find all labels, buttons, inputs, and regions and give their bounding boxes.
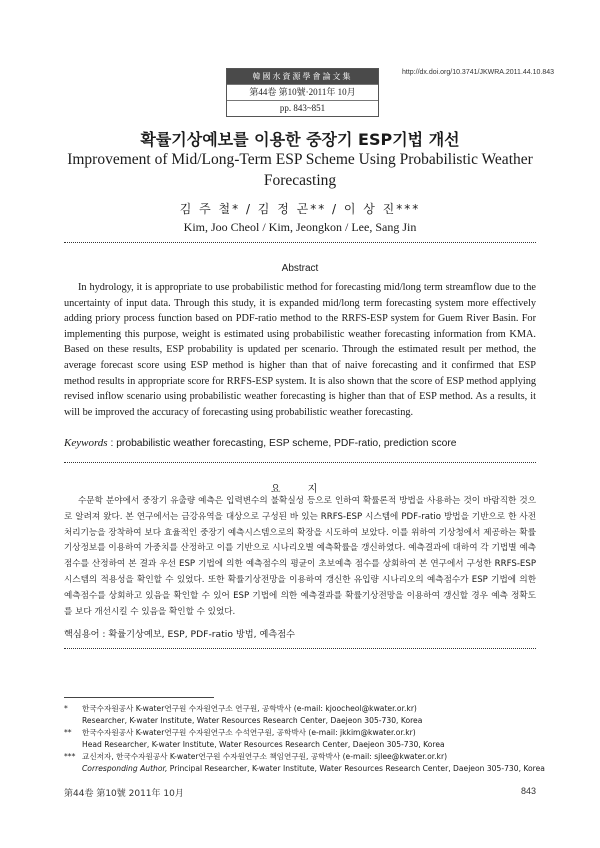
footnote-line-korean: 교신저자, 한국수자원공사 K-water연구원 수자원연구소 책임연구원, 공학박사 (e-mail: sjlee@kwater.or.kr) xyxy=(82,752,448,761)
footnote-line-korean: 한국수자원공사 K-water연구원 수자원연구소 수석연구원, 공학박사 (e-mail: jkkim@kwater.or.kr) xyxy=(82,728,416,737)
footnote-line-english: Head Researcher, K-water Institute, Water Resources Research Center, Daejeon 305-730, Korea xyxy=(82,739,445,749)
page-number: 843 xyxy=(520,786,536,796)
divider-dotted xyxy=(64,242,536,243)
divider-dotted xyxy=(64,462,536,463)
korean-keywords: 핵심용어 : 확률기상예보, ESP, PDF-ratio 방법, 예측점수 xyxy=(64,629,295,640)
korean-abstract-heading: 요 지 xyxy=(270,484,330,495)
footnote-rule xyxy=(64,697,214,698)
title-korean: 확률기상예보를 이용한 중장기 ESP기법 개선 xyxy=(140,130,460,149)
divider-dotted xyxy=(64,648,536,649)
journal-name: 韓國水資源學會論文集 xyxy=(227,69,378,84)
journal-volume: 第44卷 第10號·2011年 10月 xyxy=(227,84,378,100)
abstract-heading: Abstract xyxy=(281,263,319,274)
title-english: Improvement of Mid/Long-Term ESP Scheme Using Probabilistic Weather Forecasting xyxy=(67,151,533,189)
footnote-mark: * xyxy=(64,704,68,713)
footer-journal-issue: 第44卷 第10號 2011年 10月 xyxy=(64,789,184,799)
keywords-text: : probabilistic weather forecasting, ESP scheme, PDF-ratio, prediction score xyxy=(110,438,457,449)
corresponding-author-label: Corresponding Author, xyxy=(82,763,168,773)
abstract-text: In hydrology, it is appropriate to use probabilistic method for forecasting mid/long term streamflow due to the uncertainty of input data. Through this study, it is expanded mid/long term forecasting system more effectively adding priory process function based on PDF-ratio method to the RRFS-ESP system for Guem River Basin. For implementing this purpose, weight is estimated using probabilistic weather forecasting information from KMA. Based on these results, ESP probability is updated per scenario. Through the estimated result per method, the average forecast score using ESP method is higher than that of naive forecasting and it confirmed that ESP method results in appropriate score for RRFS-ESP system. It is also shown that the score of ESP method applying revised inflow scenario using probabilistic weather forecasting is higher than that of ESP method. As a results, it will be improved the accuracy of forecasting using probabilistic weather forecasting. xyxy=(64,282,536,418)
journal-header-box xyxy=(226,68,379,117)
keywords-label: Keywords xyxy=(64,437,108,449)
korean-abstract-text: 수문학 분야에서 중장기 유출량 예측은 입력변수의 불확실성 등으로 인하여 확률론적 방법을 사용하는 것이 바람직한 것으로 알려져 왔다. 본 연구에서는 금강유역을 대상으로 구성된 바 있는 RRFS-ESP 시스템에 PDF-ratio 방법을 기반으로 한 사전처리기능을 장착하여 보다 효율적인 중장기 예측시스템으로의 확장을 시도하여 보았다. 이를 위하여 기상청에서 제공하는 확률기상정보를 이용하여 가중치를 산정하고 이를 기반으로 시나리오별 예측확률을 갱신하였다. 예측결과에 대하여 각 기법별 예측점수를 산정하여 본 결과 우선 ESP 기법에 의한 예측점수의 평균이 초보예측 점수를 상회하여 본 연구에서 구성한 RRFS-ESP 시스템의 적용성을 확인할 수 있었다. 또한 확률기상전망을 이용하여 갱신한 유입량 시나리오의 예측점수가 ESP 기법에 의한 예측점수를 상회하고 있음을 확인할 수 있어 ESP 기법에 의한 예측결과를 확률기상전망을 이용하여 갱신할 경우 예측 정확도를 보다 개선시킬 수 있음을 확인할 수 있었다. xyxy=(64,496,536,617)
authors-english: Kim, Joo Cheol / Kim, Jeongkon / Lee, Sang Jin xyxy=(183,220,417,234)
journal-pages: pp. 843~851 xyxy=(227,100,378,116)
footnote-line-korean: 한국수자원공사 K-water연구원 수자원연구소 연구원, 공학박사 (e-mail: kjoocheol@kwater.or.kr) xyxy=(82,704,417,713)
footnote-mark: ** xyxy=(64,728,72,737)
authors-korean: 김 주 철* / 김 정 곤** / 이 상 진*** xyxy=(179,202,421,216)
doi-link[interactable]: http://dx.doi.org/10.3741/JKWRA.2011.44.10.843 xyxy=(402,69,555,76)
footnote-mark: *** xyxy=(64,752,76,761)
footnote-line-english xyxy=(82,763,545,775)
keywords-line xyxy=(64,437,536,449)
footnote-line-english: Researcher, K-water Institute, Water Resources Research Center, Daejeon 305-730, Korea xyxy=(82,715,423,725)
corresponding-author-affiliation: Principal Researcher, K-water Institute, Water Resources Research Center, Daejeon 305-730, Korea xyxy=(167,763,545,773)
